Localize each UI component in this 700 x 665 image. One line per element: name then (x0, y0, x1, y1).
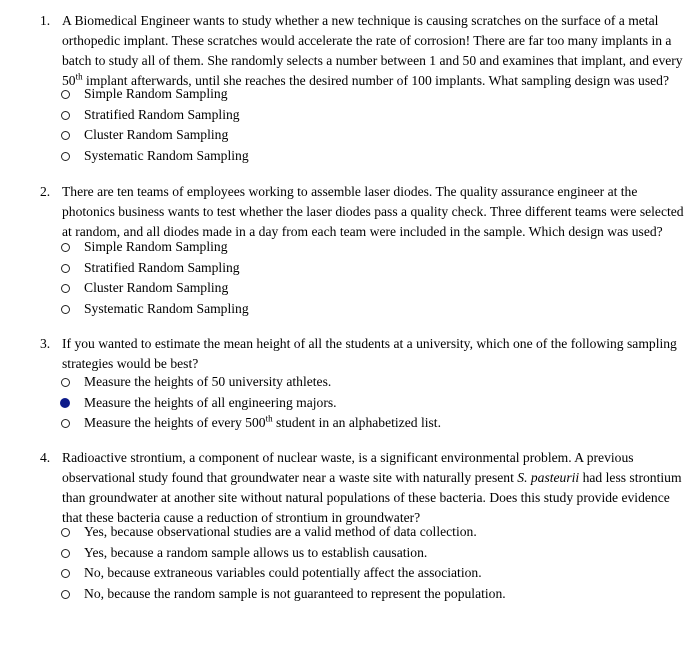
radio-button[interactable] (61, 264, 70, 273)
radio-button[interactable] (61, 243, 70, 252)
option-label: No, because the random sample is not guaranteed to represent the population. (84, 585, 506, 601)
radio-button[interactable] (61, 90, 70, 99)
question-line: than groundwater at another site without natural populations of these bacteria. Does this study provide evidence (62, 490, 670, 505)
radio-button[interactable] (61, 528, 70, 537)
question-line: observational study found that groundwater near a waste site with naturally present S. pasteurii had less strontium (62, 470, 682, 485)
question-number: 2. (40, 184, 51, 199)
radio-button[interactable] (61, 305, 70, 314)
radio-button-selected[interactable] (60, 398, 70, 408)
question-text (62, 182, 684, 242)
radio-button[interactable] (61, 569, 70, 578)
option-label: Yes, because observational studies are a valid method of data collection. (84, 524, 477, 539)
option-label: Measure the heights of all engineering majors. (84, 394, 337, 410)
option-label: Stratified Random Sampling (84, 259, 240, 275)
question-number: 1. (40, 13, 51, 28)
option-label: Measure the heights of 50 university athletes. (84, 374, 332, 389)
radio-button[interactable] (61, 111, 70, 120)
question-line: Radioactive strontium, a component of nuclear waste, is a significant environmental problem. A previous (62, 450, 634, 465)
radio-button[interactable] (61, 284, 70, 293)
radio-button[interactable] (61, 131, 70, 140)
option-label: Simple Random Sampling (84, 86, 228, 101)
species-name: S. pasteurii (517, 470, 580, 485)
option-label: Cluster Random Sampling (84, 127, 229, 142)
radio-button[interactable] (61, 378, 70, 387)
option-label: Stratified Random Sampling (84, 106, 240, 122)
question-line: strategies would be best? (62, 356, 199, 371)
question-number: 4. (40, 450, 51, 465)
question-line: orthopedic implant. These scratches would accelerate the rate of corrosion! There are far too many implants in a (62, 33, 672, 48)
radio-button[interactable] (61, 152, 70, 161)
question-text (62, 334, 677, 374)
question-line: 50th implant afterwards, until she reaches the desired number of 100 implants. What sampling design was used? (62, 71, 670, 88)
option-label: Measure the heights of every 500th student in an alphabetized list. (84, 413, 441, 430)
option-label: Systematic Random Sampling (84, 300, 249, 316)
option-label: Simple Random Sampling (84, 239, 228, 254)
radio-button[interactable] (61, 549, 70, 558)
radio-button[interactable] (61, 419, 70, 428)
question-line: photonics business wants to test whether the laser diodes pass a quality check. Three different teams were selected (62, 204, 684, 219)
question-number: 3. (40, 336, 51, 351)
question-line: A Biomedical Engineer wants to study whether a new technique is causing scratches on the surface of a metal (62, 13, 659, 28)
question-line: at random, and all diodes made in a day from each team were included in the sample. Which design was used? (62, 224, 663, 239)
option-label: No, because extraneous variables could potentially affect the association. (84, 565, 482, 580)
question-text (62, 11, 683, 91)
question-line: that these bacteria cause a reduction of strontium in groundwater? (62, 510, 421, 525)
question-line: If you wanted to estimate the mean height of all the students at a university, which one of the following sampling (62, 336, 677, 351)
option-label: Yes, because a random sample allows us to establish causation. (84, 544, 428, 560)
radio-button[interactable] (61, 590, 70, 599)
question-line: batch to study all of them. She randomly selects a number between 1 and 50 and examines that implant, and every (62, 53, 683, 68)
question-text (62, 448, 682, 528)
question-line: There are ten teams of employees working to assemble laser diodes. The quality assurance engineer at the (62, 184, 638, 199)
option-label: Systematic Random Sampling (84, 147, 249, 163)
option-label: Cluster Random Sampling (84, 280, 229, 295)
